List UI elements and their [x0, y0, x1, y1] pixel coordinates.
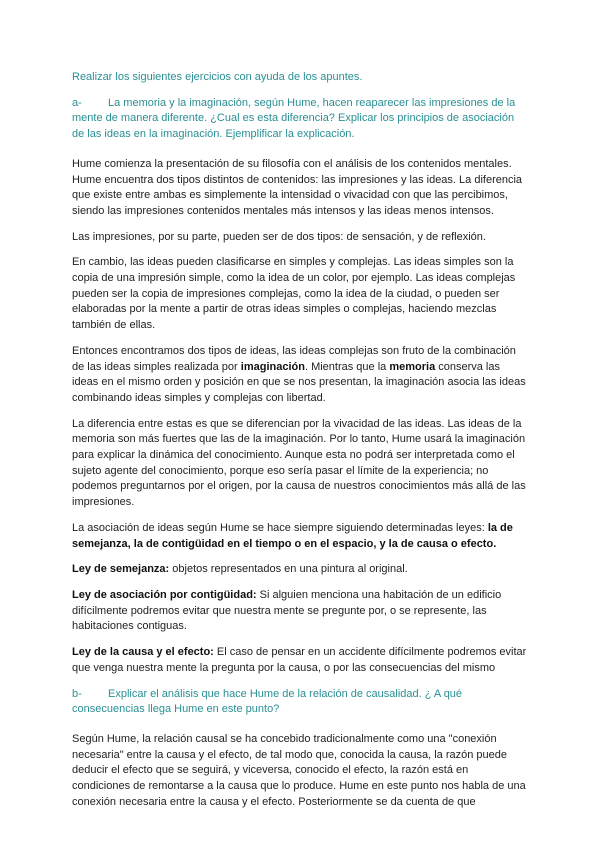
law-contiguity — [72, 588, 528, 635]
question-b-text: Explicar el análisis que hace Hume de la relación de causalidad. ¿ A qué consecuencias llega Hume en este punto? — [72, 687, 463, 716]
answer-a-paragraph-2: Las impresiones, por su parte, pueden ser de dos tipos: de sensación, y de reflexión. — [72, 230, 486, 243]
question-b-number: b- — [72, 687, 82, 700]
p4-text-3: conserva las ideas en el mismo orden y posición en que se nos presentan, la imaginación asocia las ideas combinando ideas simples y complejas con libertad. — [72, 360, 526, 404]
p6-text: La asociación de ideas según Hume se hace siempre siguiendo determinadas leyes: — [72, 521, 488, 534]
answer-a-paragraph-1: Hume comienza la presentación de su filosofía con el análisis de los contenidos mentales. Hume encuentra dos tipos distintos de contenidos: las impresiones y las ideas. La diferencia que existe entre ambas es simplemente la intensidad o vivacidad con que las percibimos, siendo las impresiones contenidos mentales más intensos y las ideas menos intensos. — [72, 157, 523, 217]
law-similarity-text: objetos representados en una pintura al original. — [169, 563, 408, 576]
instructions: Realizar los siguientes ejercicios con ayuda de los apuntes. — [72, 71, 363, 83]
memoria-term: memoria — [389, 360, 436, 373]
p4-text-2: . Mientras que la — [304, 360, 390, 373]
law-contiguity-text: Si alguien menciona una habitación de un edificio difícilmente podremos evitar que nuestra mente se pregunte por, o se represente, las habitaciones contiguas. — [72, 588, 502, 633]
law-similarity-title: Ley de semejanza: — [72, 563, 170, 576]
law-similarity — [72, 562, 528, 578]
law-causality-title: Ley de la causa y el efecto: — [72, 646, 214, 659]
answer-a-paragraph-4 — [72, 344, 528, 407]
answer-b-paragraph-1: Según Hume, la relación causal se ha concebido tradicionalmente como una "conexión necesaria" entre la causa y el efecto, de tal modo que, conocida la causa, la razón puede deducir el efecto que se seguirá, y viceversa, conocido el efecto, la razón está en condiciones de remontarse a la causa que lo produce. Hume en este punto nos habla de una conexión necesaria entre la causa y el efecto. Posteriormente se da cuenta de que — [72, 732, 526, 808]
answer-a-paragraph-6 — [72, 521, 528, 552]
question-a-number: a- — [72, 96, 82, 109]
question-a-text: La memoria y la imaginación, según Hume, hacen reaparecer las impresiones de la mente de manera diferente. ¿Cual es esta diferencia? Explicar los principios de asociación de las ideas en la imaginación. Ejemplificar la explicación. — [72, 96, 516, 141]
answer-a-paragraph-5: La diferencia entre estas es que se diferencian por la vivacidad de las ideas. Las ideas de la memoria son más fuertes que las de la imaginación. Por lo tanto, Hume usará la imaginación para explicar la dinámica del conocimiento. Aunque esta no podrá ser interpretada como el sujeto agente del conocimiento, porque eso sería pasar el límite de la experiencia; no podemos preguntarnos por el origen, por la causa de nuestros conocimientos más allá de las impresiones. — [72, 417, 526, 509]
answer-a-paragraph-3: En cambio, las ideas pueden clasificarse en simples y complejas. Las ideas simples son la copia de una impresión simple, como la idea de un color, por ejemplo. Las ideas complejas pueden ser la copia de impresiones complejas, como la idea de la ciudad, o pueden ser elaboradas por la mente a partir de otras ideas simples o complejas, haciendo mezclas también de ellas. — [72, 256, 516, 332]
association-laws: la de semejanza, la de contigüidad en el tiempo o en el espacio, y la de causa o efecto. — [72, 521, 513, 550]
question-b — [72, 687, 528, 718]
law-causality-text: El caso de pensar en un accidente difícilmente podremos evitar que venga nuestra mente la pregunta por la causa, o por las consecuencias del mismo — [72, 646, 527, 674]
law-contiguity-title: Ley de asociación por contigüidad: — [72, 588, 257, 601]
law-causality — [72, 645, 528, 676]
question-a — [72, 96, 528, 143]
imaginacion-term: imaginación — [240, 360, 305, 373]
p4-text-1: Entonces encontramos dos tipos de ideas, las ideas complejas son fruto de la combinación de las ideas simples realizada por — [72, 344, 516, 373]
